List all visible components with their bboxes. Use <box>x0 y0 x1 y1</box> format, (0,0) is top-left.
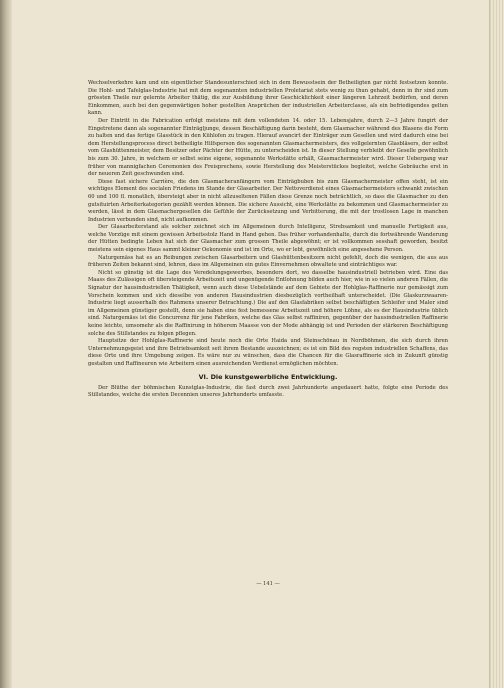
paragraph: Wechselverkehre kam und ein eigentlicher Standesunterschied sich in dem Bewusstsein der Betheiligten gar nicht festsetzen konnte. Die Hohl- und Tafelglas-Industrie hat mit dem sogenannten industriellen Proletariat stets wenig zu thun gehabt, denn in ihr sind zum grössten Theile nur gelernte Arbeiter thätig, die zur Ausbildung ihrer Geschicklichkeit einer längeren Lehrzeit bedürfen, und deren Einkommen, auch bei den gegenwärtigen hoher gestellten Ansprüchen der industriellen Arbeiterclasse, als ein befriedigendes gelten kann. <box>88 80 448 117</box>
closing-paragraph: Der Blüthe der böhmischen Kunstglas-Industrie, die fast durch zwei Jahrhunderte angedauert hatte, folgte eine Periode des Stillstandes, welche die ersten Decennien unseres Jahrhunderts umfasste. <box>88 384 448 399</box>
paragraph: Diese fast sichere Carrière, die den Glasmacheranfängern vom Einträgbuben bis zum Glasmachermeister offen steht, ist ein wichtiges Element des socialen Friedens im Stande der Glasarbeiter. Der Nettoverdienst eines Glasmachermeisters schwankt zwischen 60 und 100 fl. monatlich, übersteigt aber in nicht allzuseltenen Fällen diese Grenze noch beträchtlich, so dass die Glasmacher zu den gutsituirten Arbeiterkategorien gezählt werden können. Die sichere Aussicht, eine Werkstätte zu bekommen und Glasmachermeister zu werden, lässt in dem Glasmachergesellen die Gefühle der Zurücksetzung und Verbitterung, die mit der trostlosen Lage in manchen Industrien verbunden sind, nicht aufkommen. <box>88 178 448 223</box>
section-heading: VI. Die kunstgewerbliche Entwicklung. <box>198 372 338 381</box>
page-stack-edge <box>489 0 504 688</box>
paragraph: Hauptsitze der Hohlglas-Raffinerie sind heute noch die Orte Haida und Steinschönau in Nordböhmen, die sich durch ihren Unternehmungsgeist und ihre Betriebsamkeit seit ihrem Bestande auszeichnen; es ist ein Bild des regsten industriellen Schaffens, das diese Orte und ihre Umgebung zeigen. Es wäre nur zu wünschen, dass die Chancen für die Glasraffinerie sich in Zukunft günstig gestalten und Raffineuren wie Arbeitern einen ausreichenden Verdienst ermöglichen möchten. <box>88 338 448 367</box>
paragraph: Naturgemäss hat es an Reibungen zwischen Glasarbeitern und Glashüttenbesitzern nicht gefehlt, doch die wenigen, die aus aus früheren Zeiten bekannt sind, lehren, dass im Allgemeinen ein gutes Einvernehmen obwaltete und einträchtiges war. <box>88 254 448 269</box>
binding-shadow <box>0 0 12 688</box>
paragraph: Nicht so günstig ist die Lage des Veredelungsgewerbes, besonders dort, wo dasselbe hausindustriell betrieben wird. Eine das Maass des Zulässigen oft übersteigende Arbeitszeit und ungenügende Entlohnung bilden auch hier, wie in so vielen anderen Fällen, die Signatur der hausindustriellen Thätigkeit, wenn auch diese Uebelstände auf dem Gebiete der Hohlglas-Raffinerie nur gemässigt zum Vorschein kommen und sich dieselbe von anderen Hausindustrien diesbezüglich vortheilhaft unterscheidet. (Die Glaskurzwaaren-Industrie liegt ausserhalb des Rahmens unserer Betrachtung.) Die auf den Glasfabriken selbst beschäftigten Schleifer und Maler sind im Allgemeinen günstiger gestellt, denn sie haben eine fest bemessene Arbeitszeit und höhere Löhne, als es der Hausindustrie üblich sind. Naturgemäss ist die Concurrenz für jene Fabriken, welche das Glas selbst raffiniren, gegenüber der hausindustriellen Raffinerie keine leichte, umsomehr als die Raffinirung in höherem Maasse von der Mode abhängig ist und Perioden der stärkeren Beschäftigung solche des Stillstandes zu folgen pflegen. <box>88 269 448 337</box>
page-number: — 141 — <box>256 581 280 587</box>
text-body <box>88 80 448 400</box>
paragraph: Der Glasarbeiterstand als solcher zeichnet sich im Allgemeinen durch Intelligenz, Strebsamkeit und manuelle Fertigkeit aus, welche Vorzüge mit einem gewissen Arbeitsstolz Hand in Hand gehen. Das früher vorhandenhalte, durch die fortwährende Wanderung der Hütten bedingte Leben hat sich der Glasmacher zum grossen Theile abgewöhnt; er ist vollkommen sesshaft geworden, besitzt meistens sein eigenes Haus sammt kleiner Oekonomie und ist im Orte, wo er lebt, gewöhnlich eine angesehene Person. <box>88 224 448 254</box>
paragraph: Der Eintritt in die Fabrication erfolgt meistens mit dem vollendeten 14. oder 15. Lebensjahre, durch 2—3 Jahre fungirt der Eingetretene dann als sogenannter Einträgljunge, dessen Beschäftigung darin besteht, dem Glasmacher während des Blasens die Form zu halten und das fertige Glasstück in den Kühlofen zu tragen. Hierauf avancirt der Einträger zum Gesellen und wird dadurch eine bei dem Herstellungsprocess direct betheiligte Hilfsperson des sogenannten Glasmachermeisters, des vollgelernten Glasbläsers, der selbst vom Glashüttenmeister, dem Besitzer oder Pächter der Hütte, zu unterscheiden ist. In dieser Stellung verbleibt der Geselle gewöhnlich bis zum 30. Jahre, in welchem er selbst seine eigene, sogenannte Werkstätte erhält, Glasmachermeister wird. Dieser Uebergang war früher von mannigfachen Ceremonien des Freisprechens, sowie Herstellung des Meisterstückes begleitet, welche Gebräuche erst in der neueren Zeit geschwunden sind. <box>88 117 448 178</box>
